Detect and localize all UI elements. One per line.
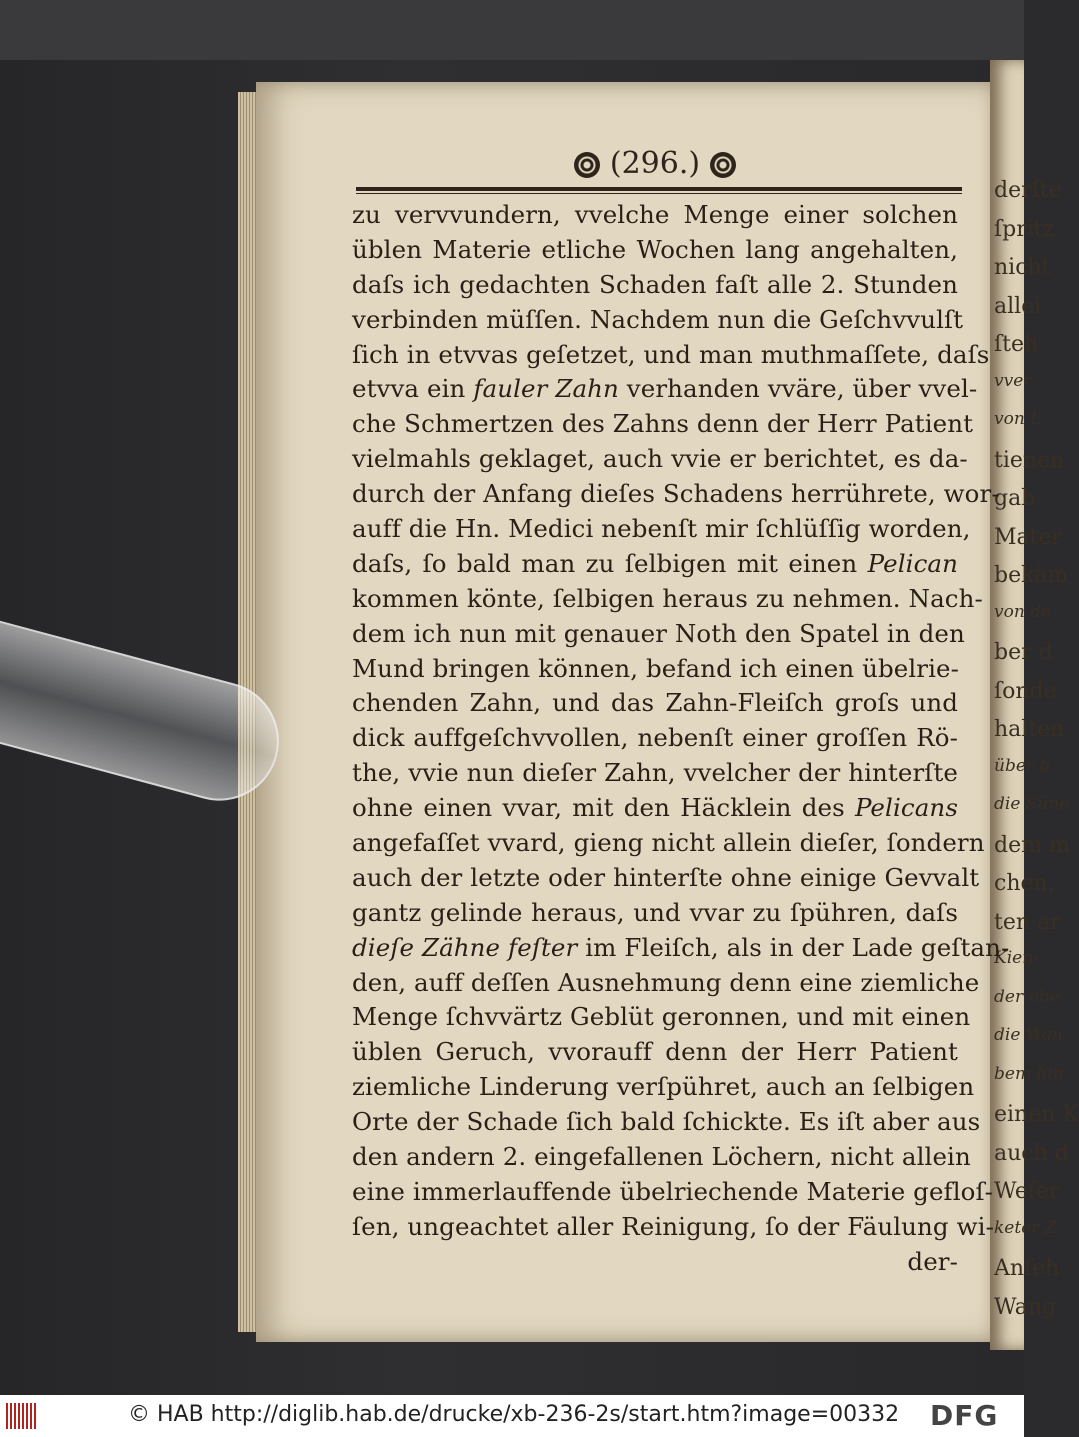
text-line — [352, 756, 958, 791]
text-segment: ſich in etvvas geſetzet, und man muthmaſſete, daſs — [352, 339, 990, 369]
text-segment: gantz gelinde heraus, und vvar zu ſpühren, daſs — [352, 897, 958, 927]
text-line — [352, 547, 958, 582]
facing-page-fragment: ſpritz — [994, 216, 1055, 242]
facing-page-fragment: auch d — [994, 1140, 1069, 1166]
text-line — [352, 198, 958, 233]
facing-page-fragment: der obe — [994, 986, 1060, 1007]
text-segment: durch der Anfang dieſes Schadens herrührete, wor- — [352, 479, 1000, 509]
text-line — [352, 931, 1010, 966]
facing-page-fragment: die Süne — [994, 794, 1070, 814]
text-segment: verbinden müſſen. Nachdem nun die Geſchvvulſt — [352, 304, 964, 334]
text-line — [352, 233, 958, 268]
page-number: (296.) — [609, 146, 701, 181]
italic-text: Pelican — [867, 548, 958, 578]
text-line — [352, 1070, 975, 1105]
text-segment: auch der letzte oder hinterſte ohne einige Gevvalt — [352, 862, 980, 892]
facing-page-fragment: vver — [994, 370, 1032, 391]
text-segment: the, vvie nun dieſer Zahn, vvelcher der hinterſte — [352, 758, 958, 788]
facing-page-fragment: tienen — [994, 447, 1065, 473]
text-segment: im Fleiſch, als in der Lade geſtan- — [577, 932, 1010, 962]
text-segment: kommen könte, ſelbigen heraus zu nehmen. Nach- — [352, 583, 983, 613]
facing-page-fragment: Weſer — [994, 1179, 1060, 1204]
facing-page-fragment: keter Z — [994, 1217, 1057, 1238]
facing-page-fragment: halten — [994, 717, 1065, 742]
facing-page-fragment: Kien- — [994, 948, 1039, 968]
facing-page-fragment: bekäm — [994, 563, 1069, 588]
text-line — [352, 512, 971, 547]
text-segment: verhanden vväre, über vvel- — [618, 374, 978, 404]
text-segment: Mund bringen können, befand ich einen übelrie- — [352, 653, 960, 683]
text-segment: zu vervvundern, vvelche Menge einer solchen — [352, 200, 958, 229]
text-line — [352, 477, 1000, 512]
text-line — [352, 1105, 981, 1140]
background-card — [0, 0, 1024, 60]
facing-page-fragment: einen K — [994, 1102, 1079, 1127]
text-line — [352, 407, 974, 442]
text-line — [352, 617, 965, 652]
text-line — [352, 966, 980, 1001]
facing-page-fragment: Mater — [994, 524, 1063, 550]
text-line — [352, 1210, 994, 1245]
facing-page-fragment: Wang — [994, 1294, 1057, 1320]
text-segment: ziemliche Linderung verſpühret, auch an ſelbigen — [352, 1072, 975, 1102]
dfg-logo: DFG — [930, 1399, 999, 1432]
text-segment: che Schmertzen des Zahns denn der Herr Patient — [352, 409, 974, 439]
facing-page-fragment: ber d — [994, 640, 1053, 665]
facing-page-fragment: chen, — [994, 871, 1055, 896]
facing-page-fragment: dem m — [994, 832, 1070, 858]
text-segment: ſen, ungeachtet aller Reinigung, ſo der Fäulung wi- — [352, 1211, 994, 1241]
header-rule-thin — [356, 193, 962, 194]
facing-page-fragment: ten ar — [994, 909, 1061, 935]
source-credit[interactable]: © HAB http://diglib.hab.de/drucke/xb-236-2s/start.htm?image=00332 — [128, 1402, 900, 1427]
facing-page-fragment: nicht — [994, 255, 1051, 280]
text-line — [352, 826, 985, 861]
text-line — [352, 1175, 994, 1210]
footer-bar — [0, 1395, 1024, 1437]
ornament-right-icon — [710, 152, 736, 178]
text-line — [352, 896, 958, 931]
text-segment: eine immerlauffende übelriechende Materie gefloſ- — [352, 1176, 994, 1206]
italic-text: Pelicans — [854, 793, 958, 823]
text-line — [352, 791, 958, 826]
italic-text: dieſe Zähne feſter — [352, 932, 578, 962]
text-segment: ohne einen vvar, mit den Häcklein des — [352, 793, 855, 823]
text-line — [352, 721, 958, 756]
text-segment: auff die Hn. Medici nebenſt mir ſchlüſſig worden, — [352, 514, 971, 544]
text-segment: Menge ſchvvärtz Geblüt geronnen, und mit einen — [352, 1002, 971, 1032]
facing-page-fragment: die Wan — [994, 1025, 1063, 1045]
catchword: der- — [907, 1246, 958, 1276]
text-segment: angefaſſet vvard, gieng nicht allein dieſer, ſondern — [352, 828, 985, 858]
text-segment: den, auff deſſen Ausnehmung denn eine ziemliche — [352, 967, 980, 997]
facing-page-fragment: bem hin — [994, 1063, 1064, 1084]
facing-page-fragment: ſonde — [994, 678, 1057, 704]
text-line — [352, 1035, 958, 1070]
text-line — [352, 652, 958, 687]
page-header — [560, 146, 750, 180]
text-segment: Orte der Schade ſich bald ſchickte. Es iſt aber aus — [352, 1107, 981, 1137]
text-segment: daſs ich gedachten Schaden faſt alle 2. Stunden — [352, 269, 958, 299]
text-segment: den andern 2. eingefallenen Löchern, nicht allein — [352, 1142, 971, 1172]
facing-page-fragment: gab — [994, 486, 1036, 511]
italic-text: fauler Zahn — [473, 374, 619, 404]
text-segment: dem ich nun mit genauer Noth den Spatel in den — [352, 618, 965, 648]
facing-page-fragment: ſteh — [994, 332, 1039, 357]
text-line — [352, 372, 978, 407]
ornament-left-icon — [574, 152, 600, 178]
facing-page-fragment: über b — [994, 755, 1051, 776]
text-line — [352, 442, 968, 477]
text-segment: chenden Zahn, und das Zahn-Fleiſch groſs und — [352, 688, 958, 718]
facing-page-fragment: derſte — [994, 178, 1062, 203]
text-line — [352, 582, 983, 617]
text-segment: etvva ein — [352, 374, 474, 404]
facing-page-edge — [990, 60, 1079, 1350]
facing-page-fragment: von L — [994, 409, 1042, 429]
hab-logo-icon — [6, 1403, 36, 1429]
page-text — [352, 198, 1010, 1280]
header-rule — [356, 187, 962, 191]
text-line — [352, 268, 958, 303]
text-segment: vielmahls geklaget, auch vvie er berichtet, es da- — [352, 444, 968, 474]
text-segment: daſs, ſo bald man zu ſelbigen mit einen — [352, 548, 868, 578]
facing-page-fragment: allei — [994, 293, 1042, 319]
text-line — [352, 686, 958, 721]
text-segment: üblen Materie etliche Wochen lang angehalten, — [352, 234, 958, 264]
facing-page-fragment: Anſeh — [994, 1256, 1060, 1281]
text-line — [352, 1000, 971, 1035]
text-line — [352, 338, 990, 373]
text-line — [352, 1140, 971, 1175]
text-line — [352, 861, 980, 896]
text-segment: dick auffgeſchvvollen, nebenſt einer groſſen Rö- — [352, 723, 958, 753]
text-segment: üblen Geruch, vvorauff denn der Herr Patient — [352, 1037, 958, 1067]
facing-page-fragment: von de — [994, 601, 1052, 622]
text-line — [352, 303, 964, 338]
